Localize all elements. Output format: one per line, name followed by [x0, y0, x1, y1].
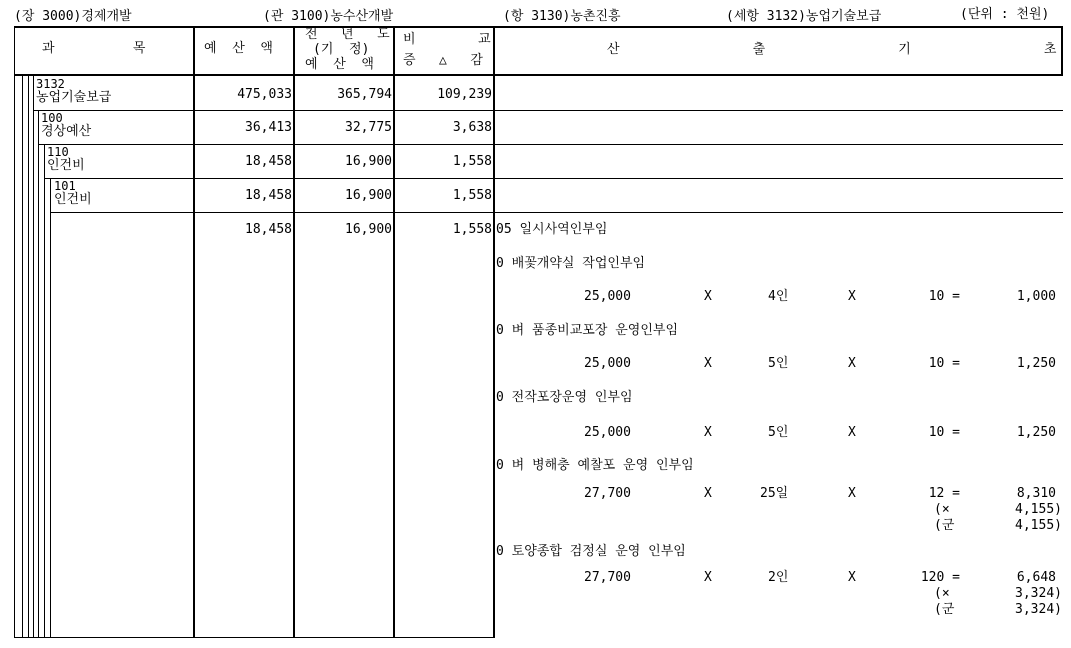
item-sub-value: 4,155): [1015, 502, 1062, 517]
row-code: 101: [54, 179, 76, 193]
item-count: 4인: [768, 289, 789, 304]
col-header-prev-3: 예 산 액: [305, 57, 374, 72]
col-sep: [493, 26, 495, 638]
item-times: X: [704, 570, 712, 585]
item-label: 0 배꽃개약실 작업인부임: [496, 256, 646, 271]
row-name: 인건비: [47, 158, 85, 173]
header-bottom-border: [14, 74, 1063, 76]
row-prev: 32,775: [345, 120, 392, 135]
header-sehang: (세항 3132)농업기술보급: [726, 9, 882, 24]
item-days: 120 =: [920, 570, 960, 585]
row-name: 농업기술보급: [36, 90, 112, 105]
row-prev: 16,900: [345, 188, 392, 203]
detail-title: 05 일시사역인부임: [496, 222, 608, 237]
row-divider: [44, 178, 1063, 179]
item-times: X: [704, 289, 712, 304]
header-jang: (장 3000)경제개발: [14, 9, 132, 24]
row-code: 3132: [36, 77, 65, 91]
item-label: 0 전작포장운영 인부임: [496, 390, 633, 405]
col-header-prev-1: 전 년 도: [305, 27, 390, 42]
row-diff: 3,638: [452, 120, 492, 135]
tree-line: [33, 76, 34, 638]
row-budget: 18,458: [245, 154, 292, 169]
item-times: X: [848, 570, 856, 585]
detail-budget: 18,458: [245, 222, 292, 237]
tree-line: [38, 110, 39, 638]
header-gwan: (관 3100)농수산개발: [263, 9, 394, 24]
item-times: X: [704, 486, 712, 501]
col-sep: [193, 26, 195, 638]
item-sub-tag: (군: [934, 518, 955, 533]
item-times: X: [848, 425, 856, 440]
col-header-diff-2: 증 △ 감: [403, 53, 483, 68]
col-header-budget: 예 산 액: [204, 41, 273, 56]
item-amount: 8,310: [1016, 486, 1056, 501]
row-budget: 475,033: [237, 87, 292, 102]
item-amount: 6,648: [1016, 570, 1056, 585]
tree-line: [28, 76, 29, 638]
row-code: 110: [47, 145, 69, 159]
header-hang: (항 3130)농촌진흥: [503, 9, 621, 24]
item-rate: 27,700: [584, 486, 631, 501]
item-count: 25일: [760, 486, 789, 501]
item-times: X: [848, 289, 856, 304]
table-bottom-border: [14, 637, 494, 638]
item-days: 10 =: [928, 425, 960, 440]
item-sub-value: 4,155): [1015, 518, 1062, 533]
row-name: 경상예산: [41, 124, 92, 139]
tree-line: [44, 144, 45, 638]
item-count: 2인: [768, 570, 789, 585]
item-sub-value: 3,324): [1015, 586, 1062, 601]
item-amount: 1,250: [1016, 425, 1056, 440]
item-rate: 25,000: [584, 289, 631, 304]
tree-line: [50, 178, 51, 638]
col-sep: [393, 26, 395, 638]
item-count: 5인: [768, 425, 789, 440]
row-budget: 18,458: [245, 188, 292, 203]
item-times: X: [704, 425, 712, 440]
row-divider: [38, 144, 1063, 145]
header-unit: (단위 : 천원): [960, 7, 1050, 22]
item-days: 12 =: [928, 486, 960, 501]
item-rate: 25,000: [584, 356, 631, 371]
row-code: 100: [41, 111, 63, 125]
item-rate: 25,000: [584, 425, 631, 440]
row-divider: [50, 212, 1063, 213]
item-sub-tag: (×: [934, 502, 950, 517]
table-right-border: [1061, 26, 1063, 76]
col-header-prev-2: (기 정): [313, 42, 370, 57]
detail-diff: 1,558: [452, 222, 492, 237]
col-header-basis: 산 출 기 초: [607, 42, 1057, 57]
col-header-gwamok: 과 목: [42, 41, 146, 56]
detail-prev: 16,900: [345, 222, 392, 237]
item-amount: 1,250: [1016, 356, 1056, 371]
table-left-border: [14, 26, 15, 638]
tree-line: [22, 76, 23, 638]
row-prev: 365,794: [337, 87, 392, 102]
item-sub-tag: (×: [934, 586, 950, 601]
item-label: 0 토양종합 검정실 운영 인부임: [496, 544, 686, 559]
item-days: 10 =: [928, 356, 960, 371]
col-header-diff-1: 비 교: [403, 32, 491, 47]
item-days: 10 =: [928, 289, 960, 304]
row-name: 인건비: [54, 192, 92, 207]
item-amount: 1,000: [1016, 289, 1056, 304]
item-rate: 27,700: [584, 570, 631, 585]
item-sub-tag: (군: [934, 602, 955, 617]
item-times: X: [848, 486, 856, 501]
row-diff: 1,558: [452, 154, 492, 169]
row-divider: [33, 110, 1063, 111]
item-times: X: [704, 356, 712, 371]
item-sub-value: 3,324): [1015, 602, 1062, 617]
item-times: X: [848, 356, 856, 371]
item-count: 5인: [768, 356, 789, 371]
item-label: 0 벼 병해충 예찰포 운영 인부임: [496, 458, 694, 473]
row-budget: 36,413: [245, 120, 292, 135]
row-diff: 109,239: [437, 87, 492, 102]
row-prev: 16,900: [345, 154, 392, 169]
table-top-border: [14, 26, 1063, 28]
row-diff: 1,558: [452, 188, 492, 203]
col-sep: [293, 26, 295, 638]
item-label: 0 벼 품종비교포장 운영인부임: [496, 323, 679, 338]
